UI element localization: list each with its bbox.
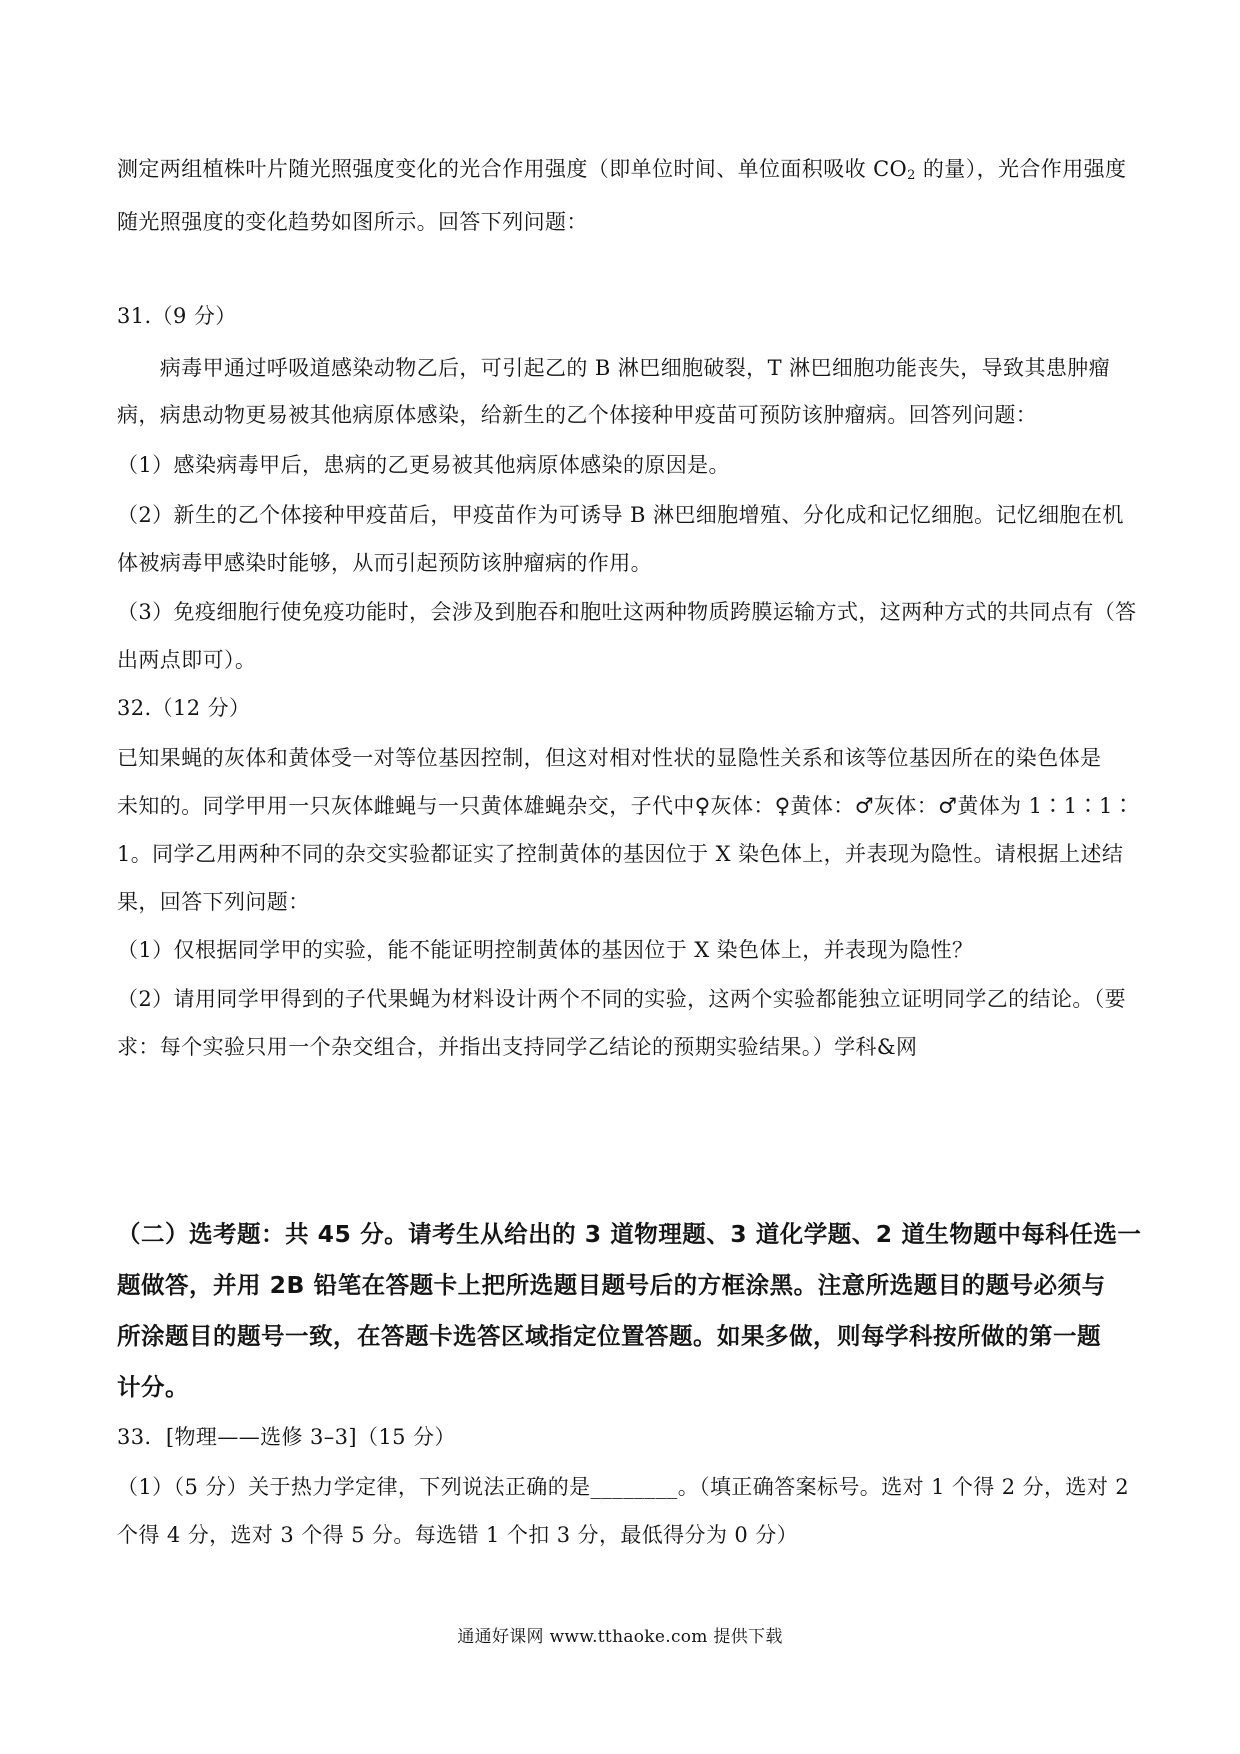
q31-stem-2: 病，病患动物更易被其他病原体感染，给新生的乙个体接种甲疫苗可预防该肿瘤病。回答列问题： [117,403,1038,427]
section2-line-2: 题做答，并用 2B 铅笔在答题卡上把所选题目题号后的方框涂黑。注意所选题目的题号必须与 [117,1271,1106,1299]
q32-stem-2: 未知的。同学甲用一只灰体雌蝇与一只黄体雄蝇杂交，子代中♀灰体：♀黄体：♂灰体：♂黄体为 1∶1∶1∶ [117,794,1135,818]
q31-part-3-line-2: 出两点即可）。 [117,648,257,672]
q33-part-1-line-2: 个得 4 分，选对 3 个得 5 分。每选错 1 个扣 3 分，最低得分为 0 分） [117,1523,799,1547]
intro-line-1 [117,155,1137,190]
q32-header: 32.（12 分） [117,696,251,720]
q32-stem-3: 1。同学乙用两种不同的杂交实验都证实了控制黄体的基因位于 X 染色体上，并表现为隐性。请根据上述结 [117,842,1124,866]
section2-line-4: 计分。 [117,1373,189,1401]
q33-part-1-line-1: （1）（5 分）关于热力学定律，下列说法正确的是________。（填正确答案标号。选对 1 个得 2 分，选对 2 [117,1475,1130,1499]
q31-header: 31.（9 分） [117,304,237,328]
q31-part-2-line-1: （2）新生的乙个体接种甲疫苗后，甲疫苗作为可诱导 B 淋巴细胞增殖、分化成和记忆细胞。记忆细胞在机 [117,503,1124,527]
q32-part-2-line-1: （2）请用同学甲得到的子代果蝇为材料设计两个不同的实验，这两个实验都能独立证明同学乙的结论。（要 [117,987,1127,1011]
q31-part-3-line-1: （3）免疫细胞行使免疫功能时，会涉及到胞吞和胞吐这两种物质跨膜运输方式，这两种方式的共同点有（答 [117,600,1137,624]
q31-part-1: （1）感染病毒甲后，患病的乙更易被其他病原体感染的原因是。 [117,453,730,477]
q32-stem-4: 果，回答下列问题： [117,890,310,914]
q31-stem-1: 病毒甲通过呼吸道感染动物乙后，可引起乙的 B 淋巴细胞破裂，T 淋巴细胞功能丧失，导致其患肿瘤 [117,356,1111,380]
page-footer: 通通好课网 www.tthaoke.com 提供下载 [457,1627,783,1647]
q32-part-2-line-2: 求：每个实验只用一个杂交组合，并指出支持同学乙结论的预期实验结果。）学科&网 [117,1035,918,1059]
q32-part-1: （1）仅根据同学甲的实验，能不能证明控制黄体的基因位于 X 染色体上，并表现为隐性？ [117,938,974,962]
section2-line-1: （二）选考题：共 45 分。请考生从给出的 3 道物理题、3 道化学题、2 道生物题中每科任选一 [117,1220,1142,1248]
intro-line-1-post: 的量），光合作用强度 [915,157,1127,181]
intro-line-2: 随光照强度的变化趋势如图所示。回答下列问题： [117,210,588,234]
q32-stem-1: 已知果蝇的灰体和黄体受一对等位基因控制，但这对相对性状的显隐性关系和该等位基因所在的染色体是 [117,746,1102,770]
q33-header: 33．[物理——选修 3–3]（15 分） [117,1425,456,1449]
section2-line-3: 所涂题目的题号一致，在答题卡选答区域指定位置答题。如果多做，则每学科按所做的第一题 [117,1322,1101,1350]
co2-subscript: 2 [907,168,916,183]
intro-line-1-pre: 测定两组植株叶片随光照强度变化的光合作用强度（即单位时间、单位面积吸收 CO [117,157,908,181]
q31-part-2-line-2: 体被病毒甲感染时能够，从而引起预防该肿瘤病的作用。 [117,551,652,575]
